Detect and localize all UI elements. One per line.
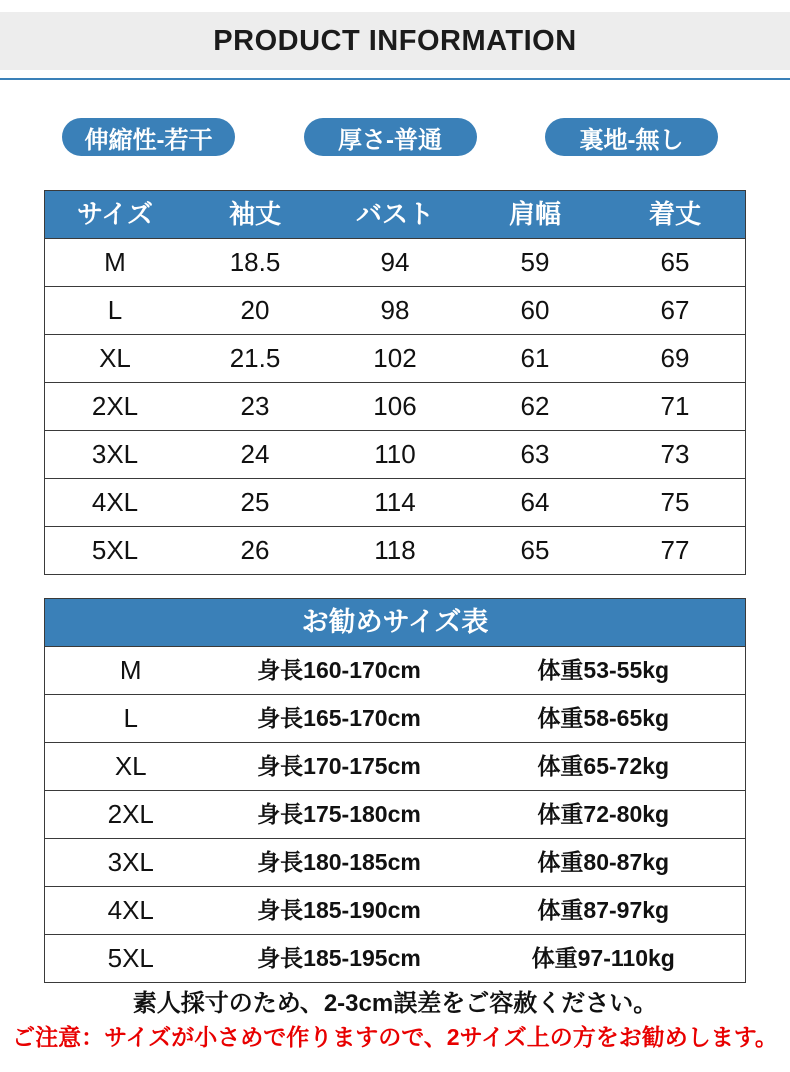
size-table-cell: 21.5 xyxy=(229,343,281,373)
size-table-header xyxy=(45,191,745,238)
size-table-cell: 20 xyxy=(240,295,270,325)
attribute-badge: 伸縮性-若干 xyxy=(62,118,235,156)
recommend-size-cell: L xyxy=(123,703,138,733)
recommend-height-cell: 身長175-180cm xyxy=(257,801,421,827)
attribute-badge: 厚さ-普通 xyxy=(304,118,477,156)
size-table-cell: 67 xyxy=(660,295,690,325)
recommend-size-cell: XL xyxy=(114,751,147,781)
size-table-cell: 5XL xyxy=(91,535,139,565)
attribute-badges xyxy=(62,118,718,156)
size-table-cell: 3XL xyxy=(91,439,139,469)
recommend-weight-cell: 体重58-65kg xyxy=(537,705,670,731)
size-table-cell: 23 xyxy=(240,391,270,421)
size-table-row xyxy=(45,382,745,430)
size-table-column-header: バスト xyxy=(355,199,434,229)
size-table-cell: 73 xyxy=(660,439,690,469)
recommend-height-cell: 身長165-170cm xyxy=(257,705,421,731)
size-table-cell: 61 xyxy=(520,343,550,373)
recommend-weight-cell: 体重65-72kg xyxy=(537,753,670,779)
size-table-row xyxy=(45,526,745,574)
size-table-cell: 65 xyxy=(660,247,690,277)
size-table-cell: 59 xyxy=(520,247,550,277)
recommend-table-body xyxy=(45,646,745,982)
recommend-size-cell: M xyxy=(119,655,142,685)
size-table-cell: 98 xyxy=(380,295,410,325)
recommend-size-cell: 2XL xyxy=(107,799,154,829)
size-table-column-header: 肩幅 xyxy=(508,199,561,229)
recommend-size-cell: 3XL xyxy=(107,847,154,877)
recommend-size-table xyxy=(44,598,746,983)
size-table-cell: 63 xyxy=(520,439,550,469)
size-table-cell: M xyxy=(104,247,126,277)
recommend-weight-cell: 体重97-110kg xyxy=(531,945,675,971)
recommend-table-row xyxy=(45,790,745,838)
size-table xyxy=(44,190,746,575)
recommend-height-cell: 身長160-170cm xyxy=(257,657,421,683)
size-table-cell: 26 xyxy=(240,535,270,565)
recommend-size-cell: 5XL xyxy=(107,943,154,973)
size-table-row xyxy=(45,238,745,286)
recommend-height-cell: 身長185-195cm xyxy=(257,945,421,971)
size-table-cell: 2XL xyxy=(91,391,139,421)
size-table-cell: 94 xyxy=(380,247,410,277)
size-table-cell: 114 xyxy=(374,487,416,517)
measurement-note: 素人採寸のため、2-3cm誤差をご容赦ください。 xyxy=(132,990,658,1017)
recommend-table-row xyxy=(45,838,745,886)
size-table-cell: 69 xyxy=(660,343,690,373)
size-table-cell: 60 xyxy=(520,295,550,325)
recommend-table-row xyxy=(45,694,745,742)
size-table-column-header: サイズ xyxy=(77,199,153,229)
size-table-column-header: 着丈 xyxy=(648,199,701,229)
size-table-cell: 71 xyxy=(660,391,690,421)
recommend-size-cell: 4XL xyxy=(107,895,154,925)
size-table-cell: 102 xyxy=(373,343,417,373)
size-table-cell: 24 xyxy=(240,439,270,469)
recommend-weight-cell: 体重80-87kg xyxy=(537,849,670,875)
header-divider xyxy=(0,78,790,80)
size-table-cell: 64 xyxy=(520,487,550,517)
size-table-row xyxy=(45,478,745,526)
size-table-cell: XL xyxy=(99,343,131,373)
recommend-weight-cell: 体重72-80kg xyxy=(537,801,670,827)
size-table-cell: 18.5 xyxy=(229,247,281,277)
size-table-row xyxy=(45,286,745,334)
size-table-cell: 4XL xyxy=(91,487,139,517)
size-table-cell: 118 xyxy=(374,535,416,565)
size-table-row xyxy=(45,430,745,478)
recommend-table-row xyxy=(45,742,745,790)
recommend-height-cell: 身長170-175cm xyxy=(257,753,421,779)
size-table-cell: 106 xyxy=(373,391,417,421)
recommend-table-row xyxy=(45,886,745,934)
size-table-column-header: 袖丈 xyxy=(228,199,281,229)
recommend-weight-cell: 体重87-97kg xyxy=(537,897,670,923)
recommend-height-cell: 身長185-190cm xyxy=(257,897,421,923)
recommend-table-row xyxy=(45,934,745,982)
size-table-cell: 75 xyxy=(660,487,690,517)
size-table-cell: 65 xyxy=(520,535,550,565)
recommend-weight-cell: 体重53-55kg xyxy=(537,657,670,683)
page-title: PRODUCT INFORMATION xyxy=(213,24,577,57)
header-band xyxy=(0,12,790,70)
size-table-cell: 110 xyxy=(374,439,416,469)
size-table-row xyxy=(45,334,745,382)
recommend-height-cell: 身長180-185cm xyxy=(257,849,421,875)
size-table-cell: L xyxy=(107,295,123,325)
recommend-table-row xyxy=(45,646,745,694)
size-table-cell: 25 xyxy=(240,487,270,517)
size-table-cell: 77 xyxy=(660,535,690,565)
recommend-table-title: お勧めサイズ表 xyxy=(45,599,745,646)
size-warning-note: ご注意：サイズが小さめで作りますので、2サイズ上の方をお勧めします。 xyxy=(12,1024,778,1050)
size-table-body xyxy=(45,238,745,574)
attribute-badge: 裏地-無し xyxy=(545,118,718,156)
size-table-cell: 62 xyxy=(520,391,550,421)
